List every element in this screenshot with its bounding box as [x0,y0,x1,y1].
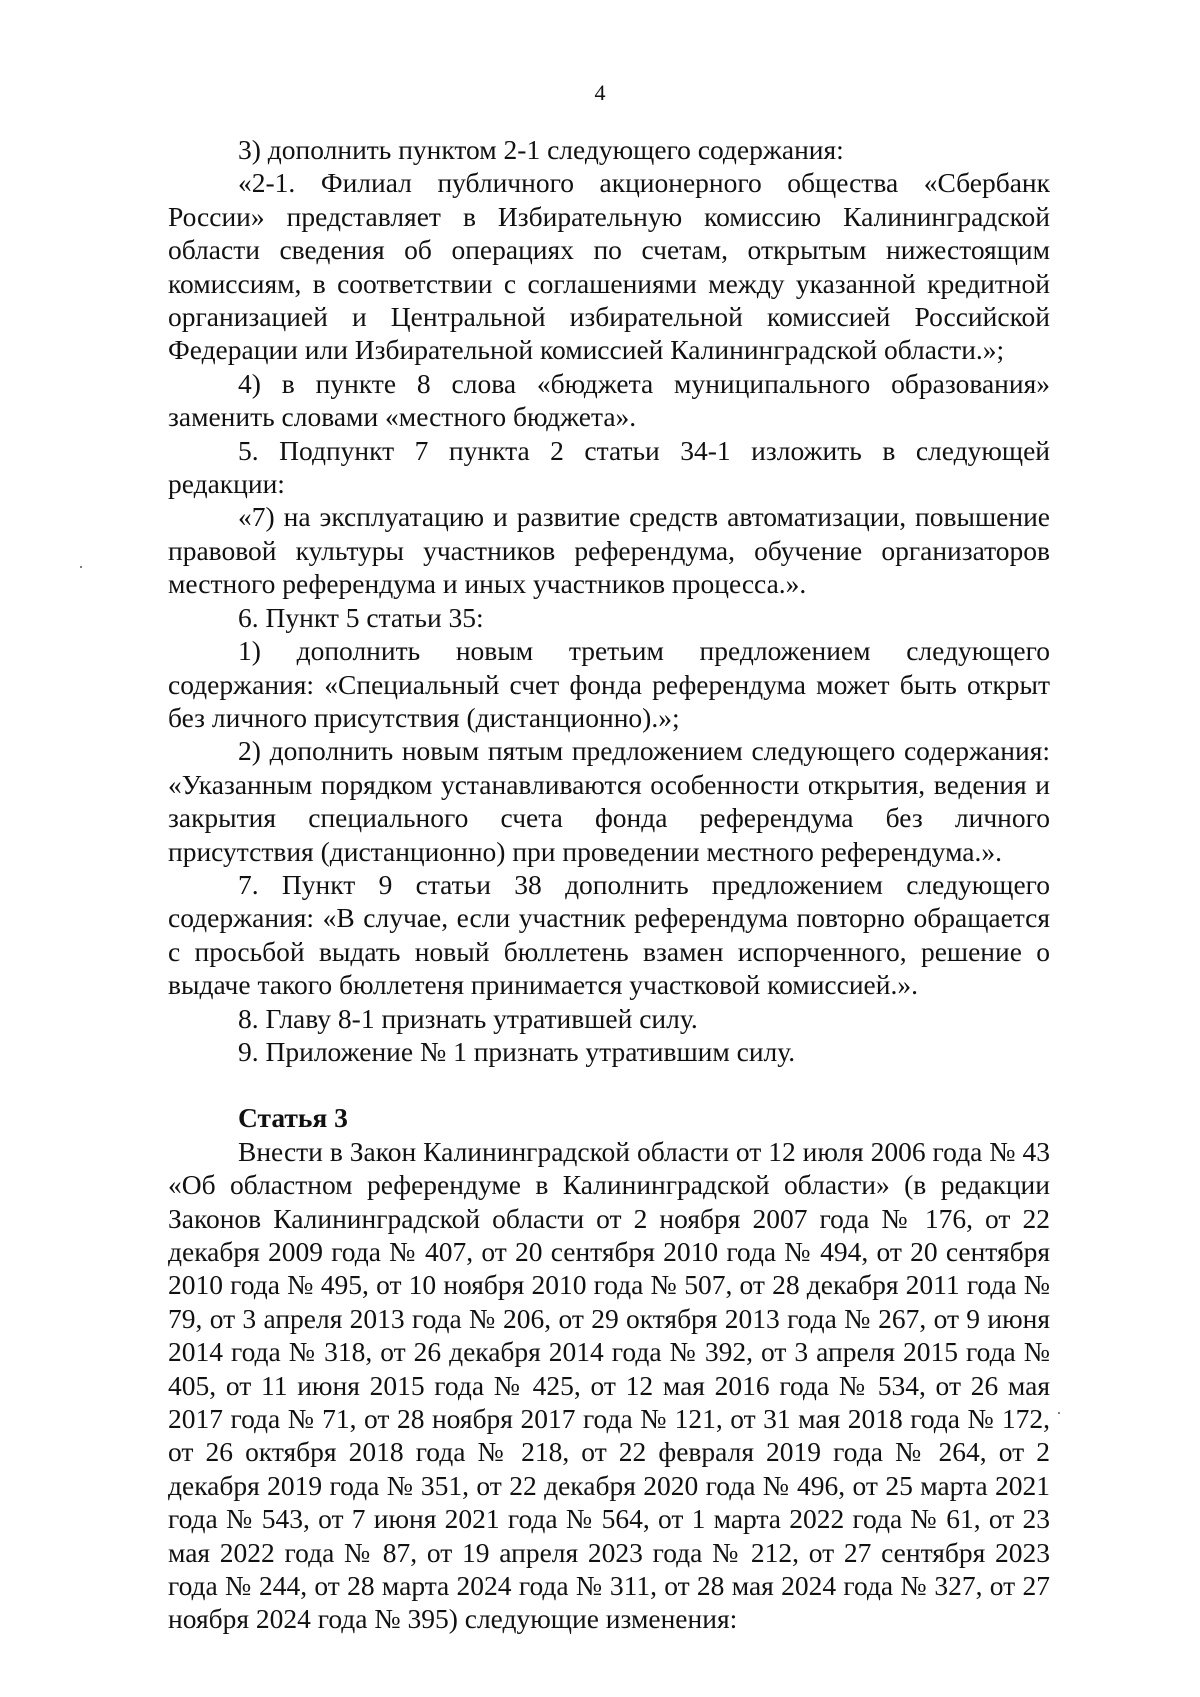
page-number: 4 [594,80,606,105]
article-paragraph: Внести в Закон Калининградской области от 12 июля 2006 года № 43 «Об областном референдуме в Калининградской области» (в редакции Законов Калининградской области от 2 ноября 2007 года № 176, от 22 декабря 2009 года № 407, от 20 сентября 2010 года № 494, от 20 сентября 2010 года № 495, от 10 ноября 2010 года № 507, от 28 декабря 2011 года № 79, от 3 апреля 2013 года № 206, от 29 октября 2013 года № 267, от 9 июня 2014 года № 318, от 26 декабря 2014 года № 392, от 3 апреля 2015 года № 405, от 11 июня 2015 года № 425, от 12 мая 2016 года № 534, от 26 мая 2017 года № 71, от 28 ноября 2017 года № 121, от 31 мая 2018 года № 172, от 26 октября 2018 года № 218, от 22 февраля 2019 года № 264, от 2 декабря 2019 года № 351, от 22 декабря 2020 года № 496, от 25 марта 2021 года № 543, от 7 июня 2021 года № 564, от 1 марта 2022 года № 61, от 23 мая 2022 года № 87, от 19 апреля 2023 года № 212, от 27 сентября 2023 года № 244, от 28 марта 2024 года № 311, от 28 мая 2024 года № 327, от 27 ноября 2024 года № 395) следующие изменения: [168,1135,1050,1635]
paragraph-point-5: 5. Подпункт 7 пункта 2 статьи 34-1 изложить в следующей редакции: [168,434,1050,500]
paragraph-subitem-1: 1) дополнить новым третьим предложением следующего содержания: «Специальный счет фонда референдума может быть открыт без личного присутствия (дистанционно).»; [168,635,1050,733]
paragraph-item-4: 4) в пункте 8 слова «бюджета муниципального образования» заменить словами «местного бюджета». [168,367,1050,433]
article-heading: Статья 3 [238,1102,348,1134]
paragraph-point-7: 7. Пункт 9 статьи 38 дополнить предложением следующего содержания: «В случае, если участник референдума повторно обращается с просьбой выдать новый бюллетень взамен испорченного, решение о выдаче такого бюллетеня принимается участковой комиссией.». [168,868,1050,1001]
paragraph-item-3: 3) дополнить пунктом 2-1 следующего содержания: [238,134,844,165]
paragraph-subitem-2: 2) дополнить новым пятым предложением следующего содержания: «Указанным порядком устанавливаются особенности открытия, ведения и закрытия специального счета фонда референдума без личного присутствия (дистанционно) при проведении местного референдума.». [168,735,1050,867]
paragraph-point-6: 6. Пункт 5 статьи 35: [238,601,484,633]
paragraph-quote-7: «7) на эксплуатацию и развитие средств автоматизации, повышение правовой культуры участников референдума, обучение организаторов местного референдума и иных участников процесса.». [168,501,1050,600]
paragraph-point-9: 9. Приложение № 1 признать утратившим силу. [238,1035,796,1067]
scan-speck [80,566,82,568]
paragraph-quote-2-1: «2-1. Филиал публичного акционерного общества «Сбербанк России» представляет в Избирательную комиссию Калининградской области сведения об операциях по счетам, открытым нижестоящим комиссиям, в соответствии с соглашениями между указанной кредитной организацией и Центральной избирательной комиссией Российской Федерации или Избирательной комиссией Калининградской области.»; [168,167,1050,366]
scan-speck [1058,1412,1060,1414]
document-body [168,133,1050,1636]
paragraph-point-8: 8. Главу 8-1 признать утратившей силу. [238,1002,698,1034]
